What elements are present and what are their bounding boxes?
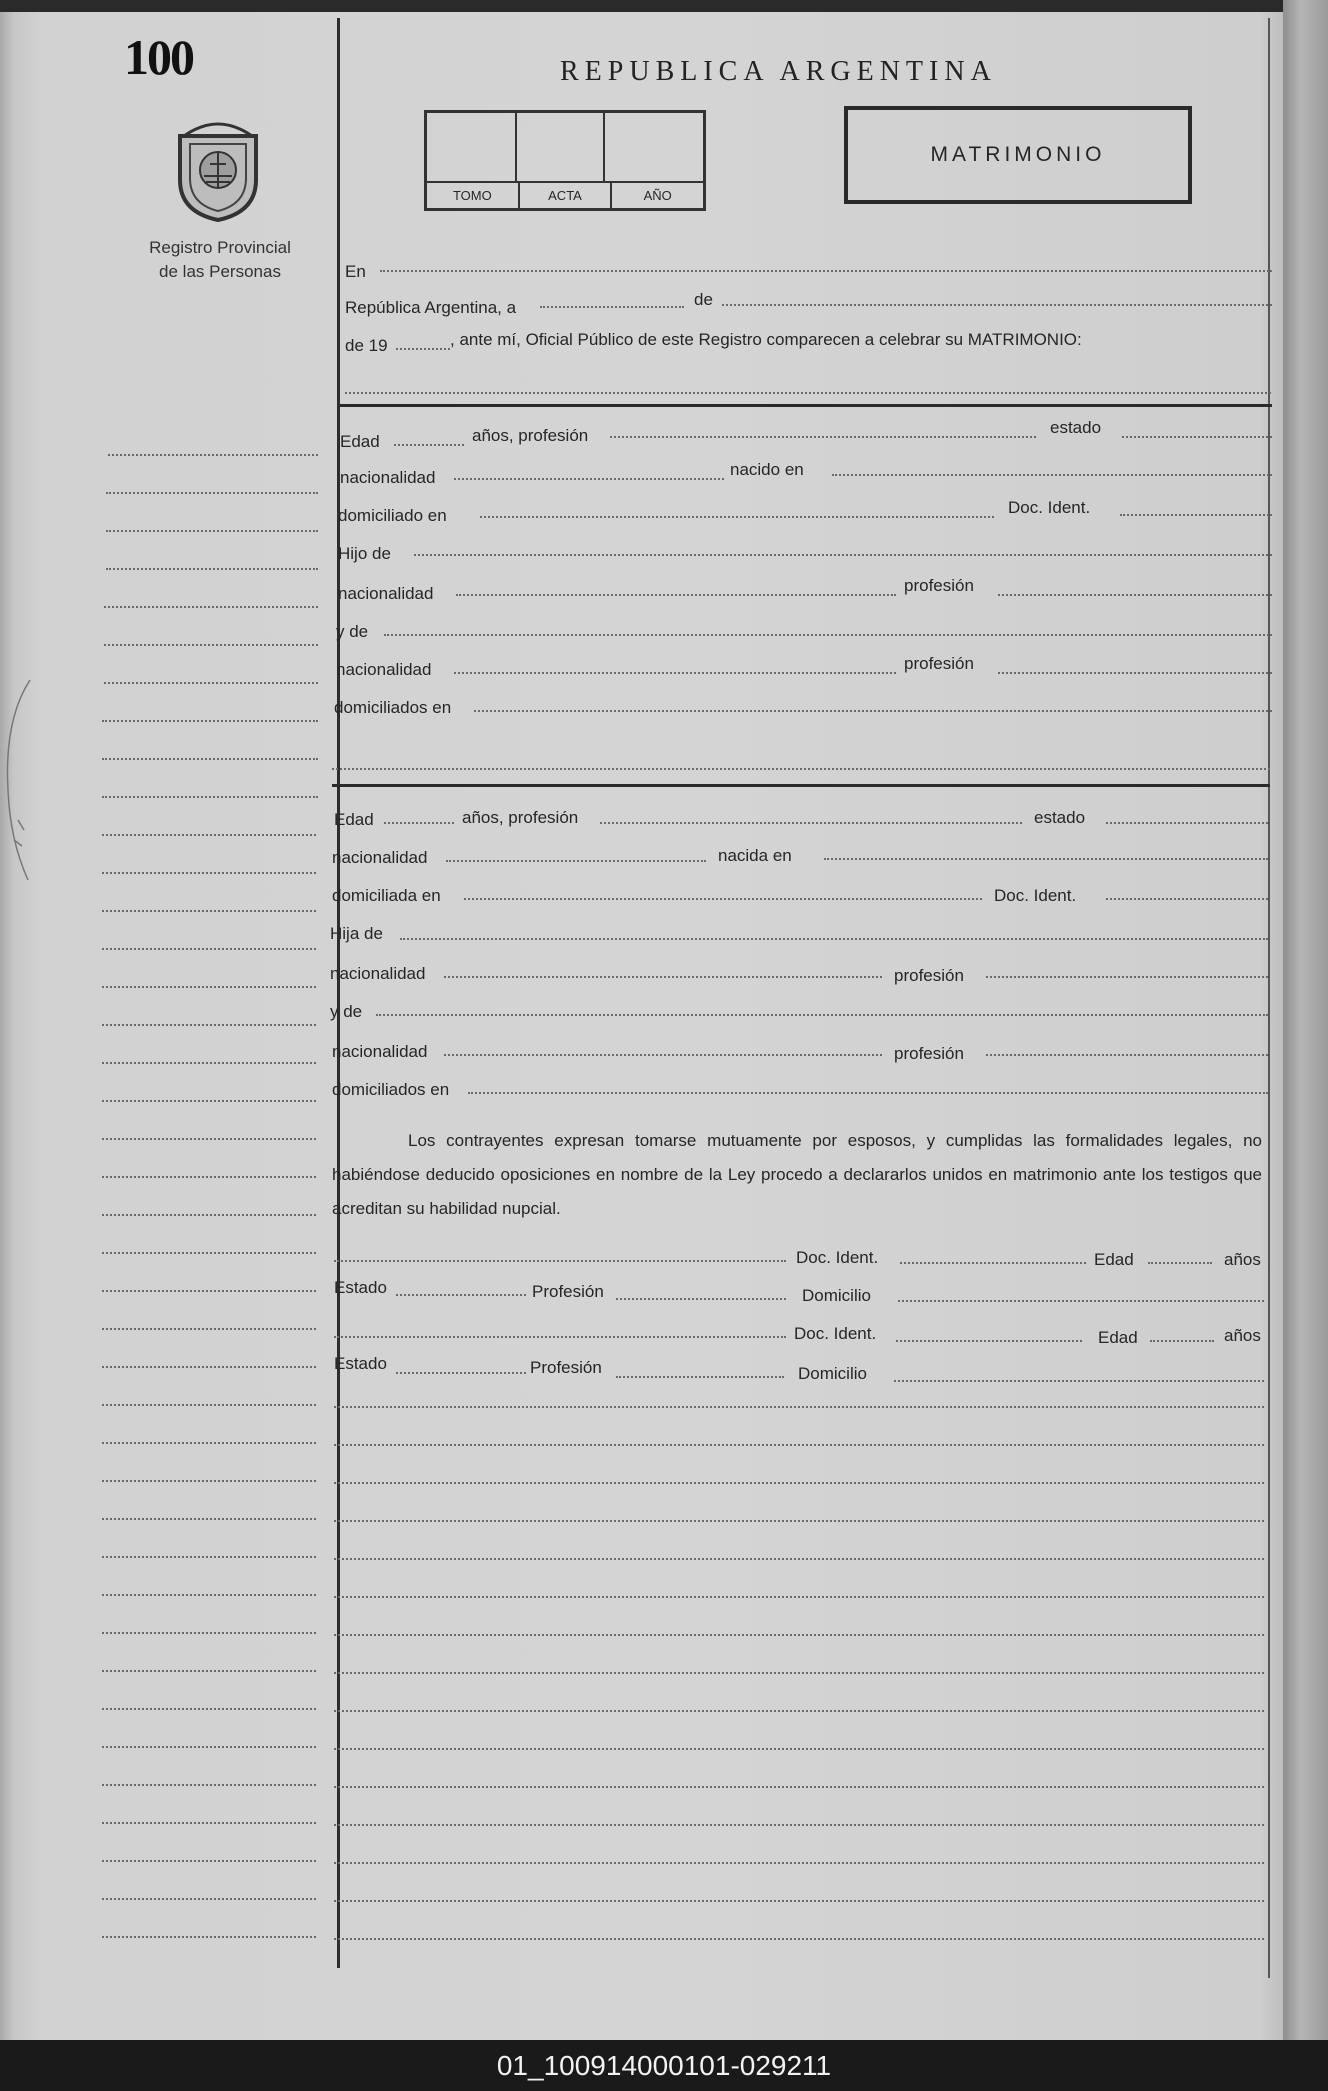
notes-line[interactable] xyxy=(334,1786,1264,1788)
groom-domiciliados-label: domiciliados en xyxy=(334,698,452,717)
record-id-labels xyxy=(427,181,703,208)
notes-line[interactable] xyxy=(334,1634,1264,1636)
groom-anos-profesion-label: años, profesión xyxy=(472,426,589,445)
page-number: 100 xyxy=(124,29,193,85)
margin-line xyxy=(102,1138,316,1140)
witness1-profession-field[interactable] xyxy=(616,1298,786,1300)
groom-estado-label: estado xyxy=(1050,418,1102,437)
margin-line xyxy=(102,1670,316,1672)
record-type-box: MATRIMONIO xyxy=(844,106,1192,204)
margin-line xyxy=(102,1708,316,1710)
margin-line xyxy=(102,1860,316,1862)
margin-line xyxy=(106,492,318,494)
registry-line-2: de las Personas xyxy=(159,262,281,281)
bride-mother-field[interactable] xyxy=(376,1014,1268,1016)
groom-mother-profesion-label: profesión xyxy=(904,654,974,673)
margin-line xyxy=(102,720,318,722)
witness1-profesion-label: Profesión xyxy=(532,1282,604,1301)
margin-line xyxy=(102,1518,316,1520)
notes-line[interactable] xyxy=(334,1406,1264,1408)
margin-line xyxy=(104,644,318,646)
page-top-shadow xyxy=(0,0,1328,12)
groom-extra-line[interactable] xyxy=(332,768,1270,770)
groom-father-field[interactable] xyxy=(414,554,1272,556)
tomo-cell[interactable] xyxy=(427,113,517,183)
bride-hija-de-label: Hija de xyxy=(330,924,383,943)
margin-line xyxy=(102,1290,316,1292)
margin-line xyxy=(102,1404,316,1406)
margin-line xyxy=(102,1024,316,1026)
margin-line xyxy=(102,1442,316,1444)
witness2-address-field[interactable] xyxy=(894,1380,1264,1382)
margin-line xyxy=(102,1062,316,1064)
right-border xyxy=(1268,18,1270,1978)
bride-age-field[interactable] xyxy=(384,822,454,824)
margin-divider xyxy=(337,18,340,1968)
bride-father-field[interactable] xyxy=(400,938,1268,940)
margin-line xyxy=(102,1784,316,1786)
groom-mother-profession-field[interactable] xyxy=(998,672,1272,674)
groom-father-nationality-field[interactable] xyxy=(456,594,896,596)
groom-hijo-de-label: Hijo de xyxy=(338,544,391,563)
witness2-name-field[interactable] xyxy=(334,1336,786,1338)
witness1-address-field[interactable] xyxy=(898,1300,1264,1302)
intro-de-label: de xyxy=(694,290,713,309)
groom-doc-field[interactable] xyxy=(1120,514,1272,516)
notes-line[interactable] xyxy=(334,1558,1264,1560)
groom-father-profession-field[interactable] xyxy=(998,594,1272,596)
notes-line[interactable] xyxy=(334,1938,1264,1940)
groom-mother-nationality-field[interactable] xyxy=(454,672,896,674)
binding-edge xyxy=(1283,0,1328,2040)
bride-doc-field[interactable] xyxy=(1106,898,1268,900)
bride-father-nacionalidad-label: nacionalidad xyxy=(330,964,426,983)
notes-line[interactable] xyxy=(334,1748,1264,1750)
acta-cell[interactable] xyxy=(517,113,605,183)
margin-line xyxy=(102,948,316,950)
witness1-doc-field[interactable] xyxy=(900,1262,1086,1264)
ano-label: AÑO xyxy=(643,188,672,203)
groom-birthplace-field[interactable] xyxy=(832,474,1272,476)
witness2-anos-label: años xyxy=(1224,1326,1261,1345)
year-field[interactable] xyxy=(396,348,450,350)
witness2-doc-field[interactable] xyxy=(896,1340,1082,1342)
bride-mother-nacionalidad-label: nacionalidad xyxy=(332,1042,428,1061)
intro-year-label: de 19 xyxy=(345,336,388,355)
margin-line xyxy=(102,872,316,874)
bride-y-de-label: y de xyxy=(330,1002,363,1021)
bride-nacionalidad-label: nacionalidad xyxy=(332,848,428,867)
margin-line xyxy=(108,454,318,456)
notes-line[interactable] xyxy=(334,1862,1264,1864)
witness2-profession-field[interactable] xyxy=(616,1376,784,1378)
margin-line xyxy=(102,986,316,988)
margin-line xyxy=(106,568,318,570)
bride-domiciliada-label: domiciliada en xyxy=(332,886,441,905)
groom-mother-nacionalidad-label: nacionalidad xyxy=(336,660,432,679)
margin-line xyxy=(102,1746,316,1748)
margin-line xyxy=(102,1328,316,1330)
margin-line xyxy=(102,1822,316,1824)
margin-line xyxy=(102,1556,316,1558)
groom-marital-field[interactable] xyxy=(1122,436,1272,438)
notes-line[interactable] xyxy=(334,1824,1264,1826)
registry-line-1: Registro Provincial xyxy=(149,238,291,257)
margin-line xyxy=(102,758,318,760)
witness2-age-field[interactable] xyxy=(1150,1340,1214,1342)
margin-line xyxy=(104,682,318,684)
declaration-text: Los contrayentes expresan tomarse mutuamente por esposos, y cumplidas las formalidades legales, no habiéndose deducido oposiciones en nombre de la Ley procedo a declararlos unidos en matrimonio ante los testigos que acreditan su habilidad nupcial. xyxy=(332,1131,1262,1218)
margin-line xyxy=(106,530,318,532)
witness2-domicilio-label: Domicilio xyxy=(798,1364,867,1383)
notes-line[interactable] xyxy=(334,1520,1264,1522)
bride-edad-label: Edad xyxy=(334,810,374,829)
groom-edad-label: Edad xyxy=(340,432,380,451)
margin-line xyxy=(102,1898,316,1900)
bride-father-profession-field[interactable] xyxy=(986,976,1268,978)
acta-label: ACTA xyxy=(520,183,613,208)
witness1-estado-label: Estado xyxy=(334,1278,387,1297)
groom-address-field[interactable] xyxy=(480,516,994,518)
margin-line xyxy=(102,1594,316,1596)
groom-profession-field[interactable] xyxy=(610,436,1036,438)
tomo-label: TOMO xyxy=(427,183,520,208)
bride-doc-ident-label: Doc. Ident. xyxy=(994,886,1077,905)
margin-pencil-marks xyxy=(0,650,40,950)
registry-name xyxy=(120,236,320,284)
witness2-edad-label: Edad xyxy=(1098,1328,1138,1347)
margin-line xyxy=(102,910,316,912)
record-id-box xyxy=(424,110,706,211)
bride-estado-label: estado xyxy=(1034,808,1086,827)
notes-line[interactable] xyxy=(334,1710,1264,1712)
margin-line xyxy=(102,1936,316,1938)
bride-nationality-field[interactable] xyxy=(446,860,706,862)
groom-father-profesion-label: profesión xyxy=(904,576,974,595)
intro-en-label: En xyxy=(345,262,366,281)
section-rule-groom xyxy=(340,404,1272,407)
groom-father-nacionalidad-label: nacionalidad xyxy=(338,584,434,603)
bride-mother-profesion-label: profesión xyxy=(894,1044,964,1063)
bride-marital-field[interactable] xyxy=(1106,822,1268,824)
provincia-misiones-seal-icon xyxy=(170,116,266,224)
groom-y-de-label: y de xyxy=(336,622,369,641)
bride-birthplace-field[interactable] xyxy=(824,858,1268,860)
bride-father-nationality-field[interactable] xyxy=(444,976,882,978)
country-title: REPUBLICA ARGENTINA xyxy=(560,56,997,87)
margin-line xyxy=(102,1252,316,1254)
section-rule-bride xyxy=(332,784,1270,787)
witness1-age-field[interactable] xyxy=(1148,1262,1212,1264)
scan-identifier: 01_100914000101-029211 xyxy=(496,2050,832,2081)
margin-line xyxy=(102,1214,316,1216)
bride-parents-address-field[interactable] xyxy=(468,1092,1268,1094)
notes-line[interactable] xyxy=(334,1900,1264,1902)
bride-address-field[interactable] xyxy=(464,898,982,900)
place-field[interactable] xyxy=(380,270,1272,272)
groom-doc-ident-label: Doc. Ident. xyxy=(1008,498,1091,517)
bride-anos-profesion-label: años, profesión xyxy=(462,808,579,827)
intro-republica-label: República Argentina, a xyxy=(345,298,517,317)
notes-line[interactable] xyxy=(334,1596,1264,1598)
groom-domiciliado-label: domiciliado en xyxy=(338,506,447,525)
bride-mother-profession-field[interactable] xyxy=(986,1054,1268,1056)
margin-line xyxy=(102,1632,316,1634)
witness1-name-field[interactable] xyxy=(334,1260,786,1262)
margin-line xyxy=(104,606,318,608)
intro-extra-line[interactable] xyxy=(345,392,1271,394)
intro-ante-text: , ante mí, Oficial Público de este Registro comparecen a celebrar su MATRIMONIO: xyxy=(450,330,1082,349)
witness1-marital-field[interactable] xyxy=(396,1294,526,1296)
bride-father-profesion-label: profesión xyxy=(894,966,964,985)
witness1-domicilio-label: Domicilio xyxy=(802,1286,871,1305)
margin-line xyxy=(102,1366,316,1368)
groom-nationality-field[interactable] xyxy=(454,478,724,480)
groom-mother-field[interactable] xyxy=(384,634,1272,636)
notes-line[interactable] xyxy=(334,1482,1264,1484)
margin-line xyxy=(102,1480,316,1482)
witness1-anos-label: años xyxy=(1224,1250,1261,1269)
notes-line[interactable] xyxy=(334,1444,1264,1446)
witness2-doc-label: Doc. Ident. xyxy=(794,1324,877,1343)
witness2-profesion-label: Profesión xyxy=(530,1358,602,1377)
month-field[interactable] xyxy=(722,304,1272,306)
groom-nacido-en-label: nacido en xyxy=(730,460,804,479)
bride-profession-field[interactable] xyxy=(600,822,1022,824)
margin-line xyxy=(102,834,316,836)
bride-nacida-en-label: nacida en xyxy=(718,846,792,865)
margin-line xyxy=(102,796,318,798)
groom-nacionalidad-label: nacionalidad xyxy=(340,468,436,487)
witness1-doc-label: Doc. Ident. xyxy=(796,1248,879,1267)
day-field[interactable] xyxy=(540,306,684,308)
witness2-marital-field[interactable] xyxy=(396,1372,526,1374)
groom-parents-address-field[interactable] xyxy=(474,710,1272,712)
witness2-estado-label: Estado xyxy=(334,1354,387,1373)
bride-domiciliados-label: domiciliados en xyxy=(332,1080,450,1099)
groom-age-field[interactable] xyxy=(394,444,464,446)
margin-line xyxy=(102,1100,316,1102)
witness1-edad-label: Edad xyxy=(1094,1250,1134,1269)
bride-mother-nationality-field[interactable] xyxy=(444,1054,882,1056)
margin-line xyxy=(102,1176,316,1178)
notes-line[interactable] xyxy=(334,1672,1264,1674)
